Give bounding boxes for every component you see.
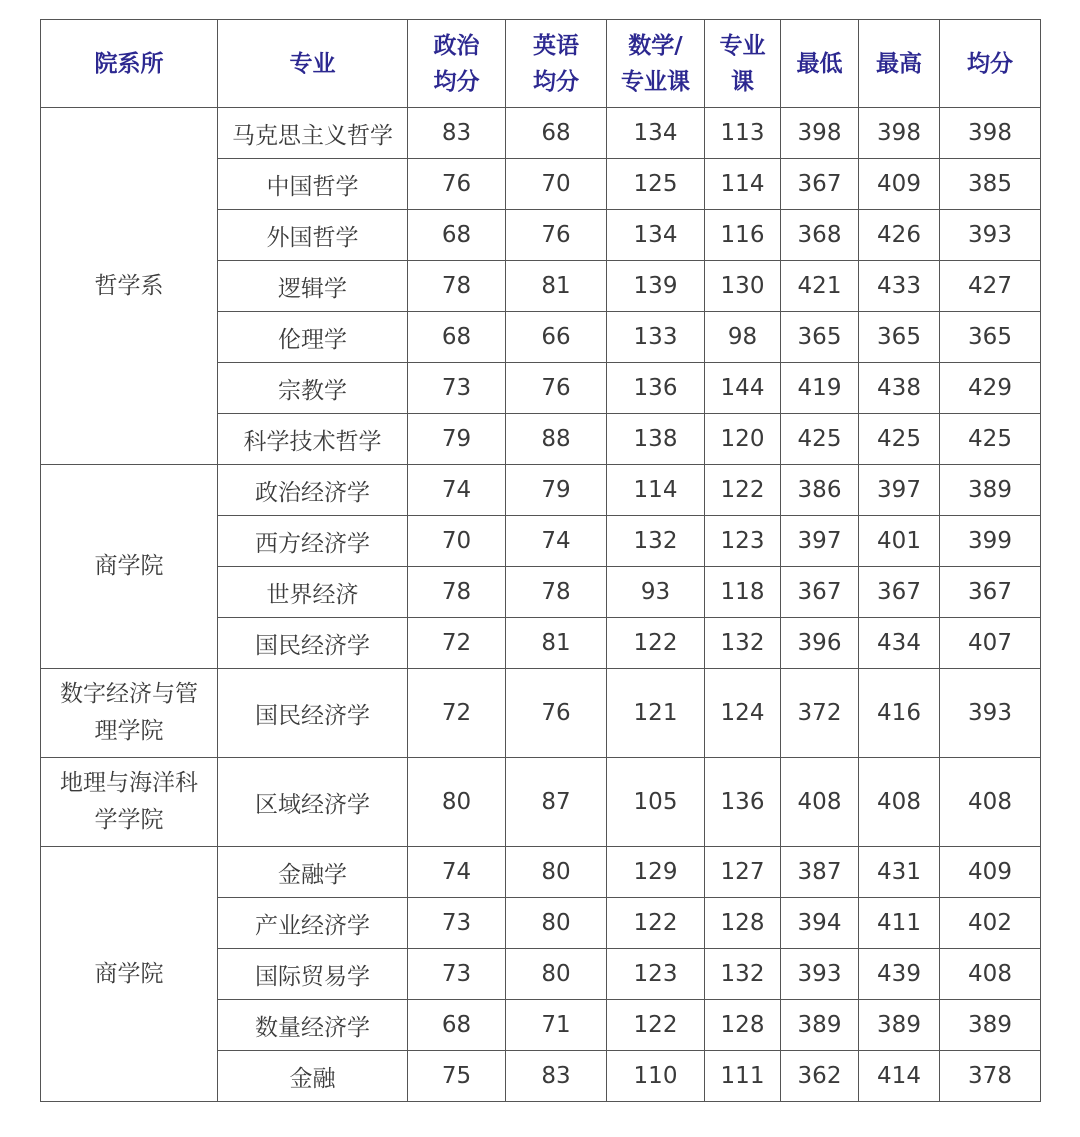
politics-cell: 78 <box>408 261 506 312</box>
min-cell: 393 <box>781 949 859 1000</box>
prof-cell: 136 <box>705 758 781 847</box>
header-prof-line1: 专业 <box>719 32 766 59</box>
max-cell: 408 <box>859 758 940 847</box>
max-cell: 409 <box>859 159 940 210</box>
max-cell: 401 <box>859 516 940 567</box>
english-cell: 66 <box>506 312 607 363</box>
math-cell: 121 <box>607 669 705 758</box>
header-english-line2: 均分 <box>533 68 579 95</box>
avg-cell: 409 <box>940 847 1041 898</box>
min-cell: 394 <box>781 898 859 949</box>
math-cell: 122 <box>607 618 705 669</box>
math-cell: 134 <box>607 210 705 261</box>
politics-cell: 70 <box>408 516 506 567</box>
prof-cell: 127 <box>705 847 781 898</box>
table-row <box>41 465 1041 516</box>
politics-cell: 75 <box>408 1051 506 1102</box>
math-cell: 123 <box>607 949 705 1000</box>
prof-cell: 114 <box>705 159 781 210</box>
min-cell: 396 <box>781 618 859 669</box>
avg-cell: 399 <box>940 516 1041 567</box>
major-cell: 政治经济学 <box>218 465 408 516</box>
avg-cell: 389 <box>940 1000 1041 1051</box>
english-cell: 79 <box>506 465 607 516</box>
dept-line2: 学学院 <box>94 807 164 833</box>
major-cell: 国民经济学 <box>218 669 408 758</box>
avg-cell: 408 <box>940 758 1041 847</box>
english-cell: 76 <box>506 669 607 758</box>
math-cell: 134 <box>607 108 705 159</box>
math-cell: 122 <box>607 898 705 949</box>
prof-cell: 120 <box>705 414 781 465</box>
politics-cell: 73 <box>408 363 506 414</box>
min-cell: 398 <box>781 108 859 159</box>
max-cell: 434 <box>859 618 940 669</box>
major-cell: 世界经济 <box>218 567 408 618</box>
major-cell: 马克思主义哲学 <box>218 108 408 159</box>
dept-cell: 商学院 <box>41 847 218 1102</box>
max-cell: 411 <box>859 898 940 949</box>
min-cell: 365 <box>781 312 859 363</box>
prof-cell: 118 <box>705 567 781 618</box>
prof-cell: 130 <box>705 261 781 312</box>
major-cell: 中国哲学 <box>218 159 408 210</box>
avg-cell: 389 <box>940 465 1041 516</box>
header-avg: 均分 <box>940 20 1041 108</box>
major-cell: 伦理学 <box>218 312 408 363</box>
dept-line2: 理学院 <box>94 718 164 744</box>
max-cell: 365 <box>859 312 940 363</box>
header-min: 最低 <box>781 20 859 108</box>
major-cell: 国际贸易学 <box>218 949 408 1000</box>
max-cell: 425 <box>859 414 940 465</box>
avg-cell: 402 <box>940 898 1041 949</box>
avg-cell: 393 <box>940 210 1041 261</box>
prof-cell: 123 <box>705 516 781 567</box>
english-cell: 76 <box>506 210 607 261</box>
prof-cell: 144 <box>705 363 781 414</box>
min-cell: 368 <box>781 210 859 261</box>
math-cell: 105 <box>607 758 705 847</box>
max-cell: 433 <box>859 261 940 312</box>
avg-cell: 407 <box>940 618 1041 669</box>
english-cell: 80 <box>506 949 607 1000</box>
max-cell: 426 <box>859 210 940 261</box>
politics-cell: 79 <box>408 414 506 465</box>
min-cell: 425 <box>781 414 859 465</box>
min-cell: 419 <box>781 363 859 414</box>
english-cell: 68 <box>506 108 607 159</box>
english-cell: 88 <box>506 414 607 465</box>
prof-cell: 116 <box>705 210 781 261</box>
politics-cell: 78 <box>408 567 506 618</box>
avg-cell: 393 <box>940 669 1041 758</box>
major-cell: 金融 <box>218 1051 408 1102</box>
politics-cell: 68 <box>408 210 506 261</box>
header-math-prof <box>607 20 705 108</box>
math-cell: 138 <box>607 414 705 465</box>
max-cell: 397 <box>859 465 940 516</box>
max-cell: 431 <box>859 847 940 898</box>
major-cell: 科学技术哲学 <box>218 414 408 465</box>
prof-cell: 124 <box>705 669 781 758</box>
max-cell: 438 <box>859 363 940 414</box>
dept-cell: 商学院 <box>41 465 218 669</box>
table-row <box>41 108 1041 159</box>
math-cell: 122 <box>607 1000 705 1051</box>
major-cell: 宗教学 <box>218 363 408 414</box>
avg-cell: 398 <box>940 108 1041 159</box>
header-major: 专业 <box>218 20 408 108</box>
avg-cell: 378 <box>940 1051 1041 1102</box>
politics-cell: 80 <box>408 758 506 847</box>
header-dept: 院系所 <box>41 20 218 108</box>
politics-cell: 68 <box>408 312 506 363</box>
politics-cell: 68 <box>408 1000 506 1051</box>
header-prof-line2: 课 <box>731 68 754 95</box>
politics-cell: 76 <box>408 159 506 210</box>
min-cell: 389 <box>781 1000 859 1051</box>
english-cell: 70 <box>506 159 607 210</box>
politics-cell: 73 <box>408 949 506 1000</box>
english-cell: 87 <box>506 758 607 847</box>
header-politics-line2: 均分 <box>433 68 480 95</box>
header-prof-course <box>705 20 781 108</box>
prof-cell: 132 <box>705 949 781 1000</box>
english-cell: 76 <box>506 363 607 414</box>
major-cell: 区域经济学 <box>218 758 408 847</box>
math-cell: 110 <box>607 1051 705 1102</box>
prof-cell: 128 <box>705 1000 781 1051</box>
major-cell: 产业经济学 <box>218 898 408 949</box>
dept-cell <box>41 669 218 758</box>
prof-cell: 111 <box>705 1051 781 1102</box>
dept-line1: 地理与海洋科 <box>60 770 198 796</box>
english-cell: 81 <box>506 618 607 669</box>
major-cell: 数量经济学 <box>218 1000 408 1051</box>
min-cell: 362 <box>781 1051 859 1102</box>
header-english-avg <box>506 20 607 108</box>
prof-cell: 132 <box>705 618 781 669</box>
dept-line1: 数字经济与管 <box>60 681 198 707</box>
avg-cell: 385 <box>940 159 1041 210</box>
major-cell: 金融学 <box>218 847 408 898</box>
english-cell: 81 <box>506 261 607 312</box>
math-cell: 132 <box>607 516 705 567</box>
avg-cell: 365 <box>940 312 1041 363</box>
max-cell: 439 <box>859 949 940 1000</box>
major-cell: 西方经济学 <box>218 516 408 567</box>
header-english-line1: 英语 <box>533 32 579 59</box>
header-politics-avg <box>408 20 506 108</box>
max-cell: 398 <box>859 108 940 159</box>
min-cell: 397 <box>781 516 859 567</box>
english-cell: 83 <box>506 1051 607 1102</box>
header-politics-line1: 政治 <box>433 32 480 59</box>
major-cell: 外国哲学 <box>218 210 408 261</box>
politics-cell: 74 <box>408 847 506 898</box>
english-cell: 78 <box>506 567 607 618</box>
min-cell: 367 <box>781 567 859 618</box>
avg-cell: 367 <box>940 567 1041 618</box>
math-cell: 129 <box>607 847 705 898</box>
prof-cell: 98 <box>705 312 781 363</box>
math-cell: 133 <box>607 312 705 363</box>
math-cell: 125 <box>607 159 705 210</box>
english-cell: 74 <box>506 516 607 567</box>
avg-cell: 425 <box>940 414 1041 465</box>
politics-cell: 83 <box>408 108 506 159</box>
max-cell: 416 <box>859 669 940 758</box>
header-row <box>41 20 1041 108</box>
max-cell: 367 <box>859 567 940 618</box>
table-row <box>41 847 1041 898</box>
min-cell: 386 <box>781 465 859 516</box>
max-cell: 414 <box>859 1051 940 1102</box>
politics-cell: 73 <box>408 898 506 949</box>
avg-cell: 429 <box>940 363 1041 414</box>
prof-cell: 122 <box>705 465 781 516</box>
english-cell: 80 <box>506 847 607 898</box>
admission-score-table <box>40 19 1041 1102</box>
header-math-line1: 数学/ <box>628 32 683 59</box>
politics-cell: 72 <box>408 618 506 669</box>
avg-cell: 408 <box>940 949 1041 1000</box>
prof-cell: 113 <box>705 108 781 159</box>
min-cell: 387 <box>781 847 859 898</box>
min-cell: 421 <box>781 261 859 312</box>
math-cell: 93 <box>607 567 705 618</box>
dept-cell: 哲学系 <box>41 108 218 465</box>
header-max: 最高 <box>859 20 940 108</box>
min-cell: 372 <box>781 669 859 758</box>
table-row <box>41 758 1041 847</box>
dept-cell <box>41 758 218 847</box>
math-cell: 114 <box>607 465 705 516</box>
max-cell: 389 <box>859 1000 940 1051</box>
english-cell: 80 <box>506 898 607 949</box>
math-cell: 136 <box>607 363 705 414</box>
table-row <box>41 669 1041 758</box>
prof-cell: 128 <box>705 898 781 949</box>
math-cell: 139 <box>607 261 705 312</box>
min-cell: 367 <box>781 159 859 210</box>
header-math-line2: 专业课 <box>621 68 690 95</box>
major-cell: 国民经济学 <box>218 618 408 669</box>
avg-cell: 427 <box>940 261 1041 312</box>
politics-cell: 74 <box>408 465 506 516</box>
min-cell: 408 <box>781 758 859 847</box>
english-cell: 71 <box>506 1000 607 1051</box>
major-cell: 逻辑学 <box>218 261 408 312</box>
politics-cell: 72 <box>408 669 506 758</box>
